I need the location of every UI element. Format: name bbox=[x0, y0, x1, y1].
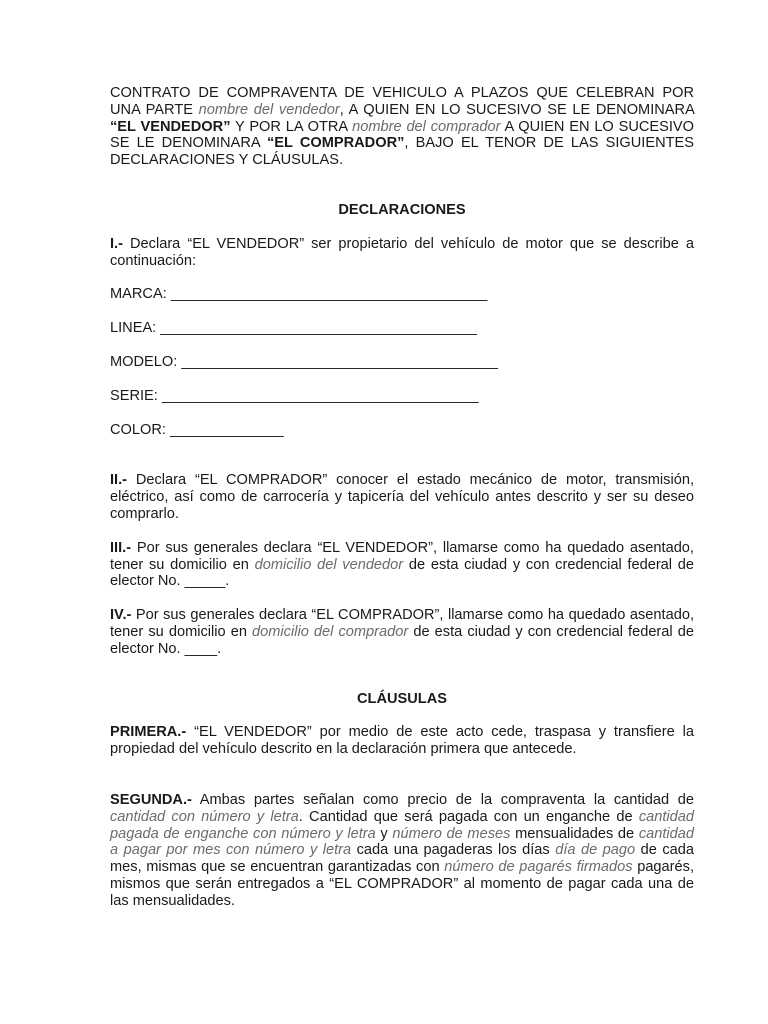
placeholder-price: cantidad con número y letra bbox=[110, 808, 299, 825]
declaration-iv-text-1: Por sus generales declara “EL COMPRADOR”, llamarse como ha quedado asentado, tener su domicilio en bbox=[110, 607, 695, 640]
field-modelo bbox=[110, 354, 694, 371]
declaration-iii bbox=[110, 540, 694, 590]
field-color-label: COLOR: bbox=[110, 421, 166, 438]
field-modelo-label: MODELO: bbox=[110, 353, 178, 370]
field-marca-line: _______________________________________ bbox=[170, 286, 488, 303]
placeholder-seller-name: nombre del vendedor bbox=[198, 101, 340, 118]
clause-segunda-text-4: mensualidades de bbox=[515, 825, 635, 842]
intro-text-3: Y POR LA OTRA bbox=[235, 118, 348, 135]
declaration-ii-number: II.- bbox=[110, 472, 128, 489]
placeholder-buyer-address: domicilio del comprador bbox=[252, 623, 409, 640]
placeholder-payment-day: día de pago bbox=[555, 842, 636, 859]
placeholder-months: número de meses bbox=[392, 825, 511, 842]
declarations-heading: DECLARACIONES bbox=[338, 201, 466, 218]
field-linea-label: LINEA: bbox=[110, 320, 157, 337]
clause-segunda-number: SEGUNDA.- bbox=[110, 791, 192, 808]
buyer-term: “EL COMPRADOR” bbox=[266, 135, 405, 152]
clause-segunda-text-2: . Cantidad que será pagada con un enganche de bbox=[298, 808, 633, 825]
declaration-ii bbox=[110, 472, 694, 522]
placeholder-promissory-notes: número de pagarés firmados bbox=[444, 859, 633, 876]
clause-primera-text: “EL VENDEDOR” por medio de este acto cede, traspasa y transfiere la propiedad del vehículo descrito en la declaración primera que antecede. bbox=[110, 724, 694, 758]
intro-text-1: CONTRATO DE COMPRAVENTA DE VEHICULO A PLAZOS QUE CELEBRAN POR UNA PARTE bbox=[110, 85, 694, 118]
placeholder-seller-address: domicilio del vendedor bbox=[254, 556, 404, 573]
clause-segunda-text-6: de cada mes, mismas que se encuentran garantizadas con bbox=[110, 842, 694, 876]
clause-segunda bbox=[110, 792, 694, 910]
clause-primera-number: PRIMERA.- bbox=[110, 724, 187, 741]
placeholder-down-payment: cantidad pagada de enganche con número y letra bbox=[110, 808, 695, 842]
declaration-i-number: I.- bbox=[110, 235, 123, 252]
declaration-iv-text-2: de esta ciudad y con credencial federal de elector No. ____. bbox=[110, 623, 694, 657]
declaration-ii-text: Declara “EL COMPRADOR” conocer el estado mecánico de motor, transmisión, eléctrico, así como de carrocería y tapicería del vehículo antes descrito y ser su deseo comprarlo. bbox=[110, 472, 694, 522]
intro-paragraph bbox=[110, 85, 694, 169]
declaration-iv-number: IV.- bbox=[110, 607, 132, 624]
field-linea bbox=[110, 320, 694, 337]
contract-page bbox=[110, 85, 694, 910]
clause-segunda-text-1: Ambas partes señalan como precio de la compraventa la cantidad de bbox=[199, 791, 694, 808]
placeholder-buyer-name: nombre del comprador bbox=[352, 118, 501, 135]
placeholder-monthly-amount: cantidad a pagar por mes con número y letra bbox=[110, 825, 694, 859]
field-marca-label: MARCA: bbox=[110, 286, 167, 303]
field-serie bbox=[110, 388, 694, 405]
declaration-iii-text-2: de esta ciudad y con credencial federal de elector No. _____. bbox=[110, 556, 694, 590]
field-linea-line: _______________________________________ bbox=[160, 320, 477, 337]
declaration-iii-text-1: Por sus generales declara “EL VENDEDOR”, llamarse como ha quedado asentado, tener su domicilio en bbox=[110, 539, 694, 573]
clause-primera bbox=[110, 724, 694, 758]
field-color bbox=[110, 422, 694, 439]
clause-segunda-text-5: cada una pagaderas los días bbox=[356, 842, 550, 859]
field-serie-line: _______________________________________ bbox=[161, 387, 479, 404]
declaration-iii-number: III.- bbox=[110, 539, 132, 556]
clause-segunda-text-7: pagarés, mismos que serán entregados a “EL COMPRADOR” al momento de pagar cada una de las mensualidades. bbox=[110, 859, 694, 909]
declaration-i bbox=[110, 236, 694, 270]
clause-segunda-text-3: y bbox=[380, 825, 388, 842]
field-serie-label: SERIE: bbox=[110, 387, 158, 404]
declaration-i-text: Declara “EL VENDEDOR” ser propietario del vehículo de motor que se describe a continuación: bbox=[110, 235, 694, 269]
field-modelo-line: _______________________________________ bbox=[181, 353, 498, 370]
intro-text-4: A QUIEN EN LO SUCESIVO SE LE DENOMINARA bbox=[110, 118, 695, 152]
intro-text-2: , A QUIEN EN LO SUCESIVO SE LE DENOMINARA bbox=[339, 101, 694, 118]
declaration-iv bbox=[110, 607, 694, 657]
clauses-heading: CLÁUSULAS bbox=[357, 690, 447, 707]
intro-text-5: , BAJO EL TENOR DE LAS SIGUIENTES DECLARACIONES Y CLÁUSULAS. bbox=[110, 135, 695, 169]
field-color-line: ______________ bbox=[170, 421, 284, 438]
field-marca bbox=[110, 286, 694, 303]
seller-term: “EL VENDEDOR” bbox=[110, 118, 231, 135]
